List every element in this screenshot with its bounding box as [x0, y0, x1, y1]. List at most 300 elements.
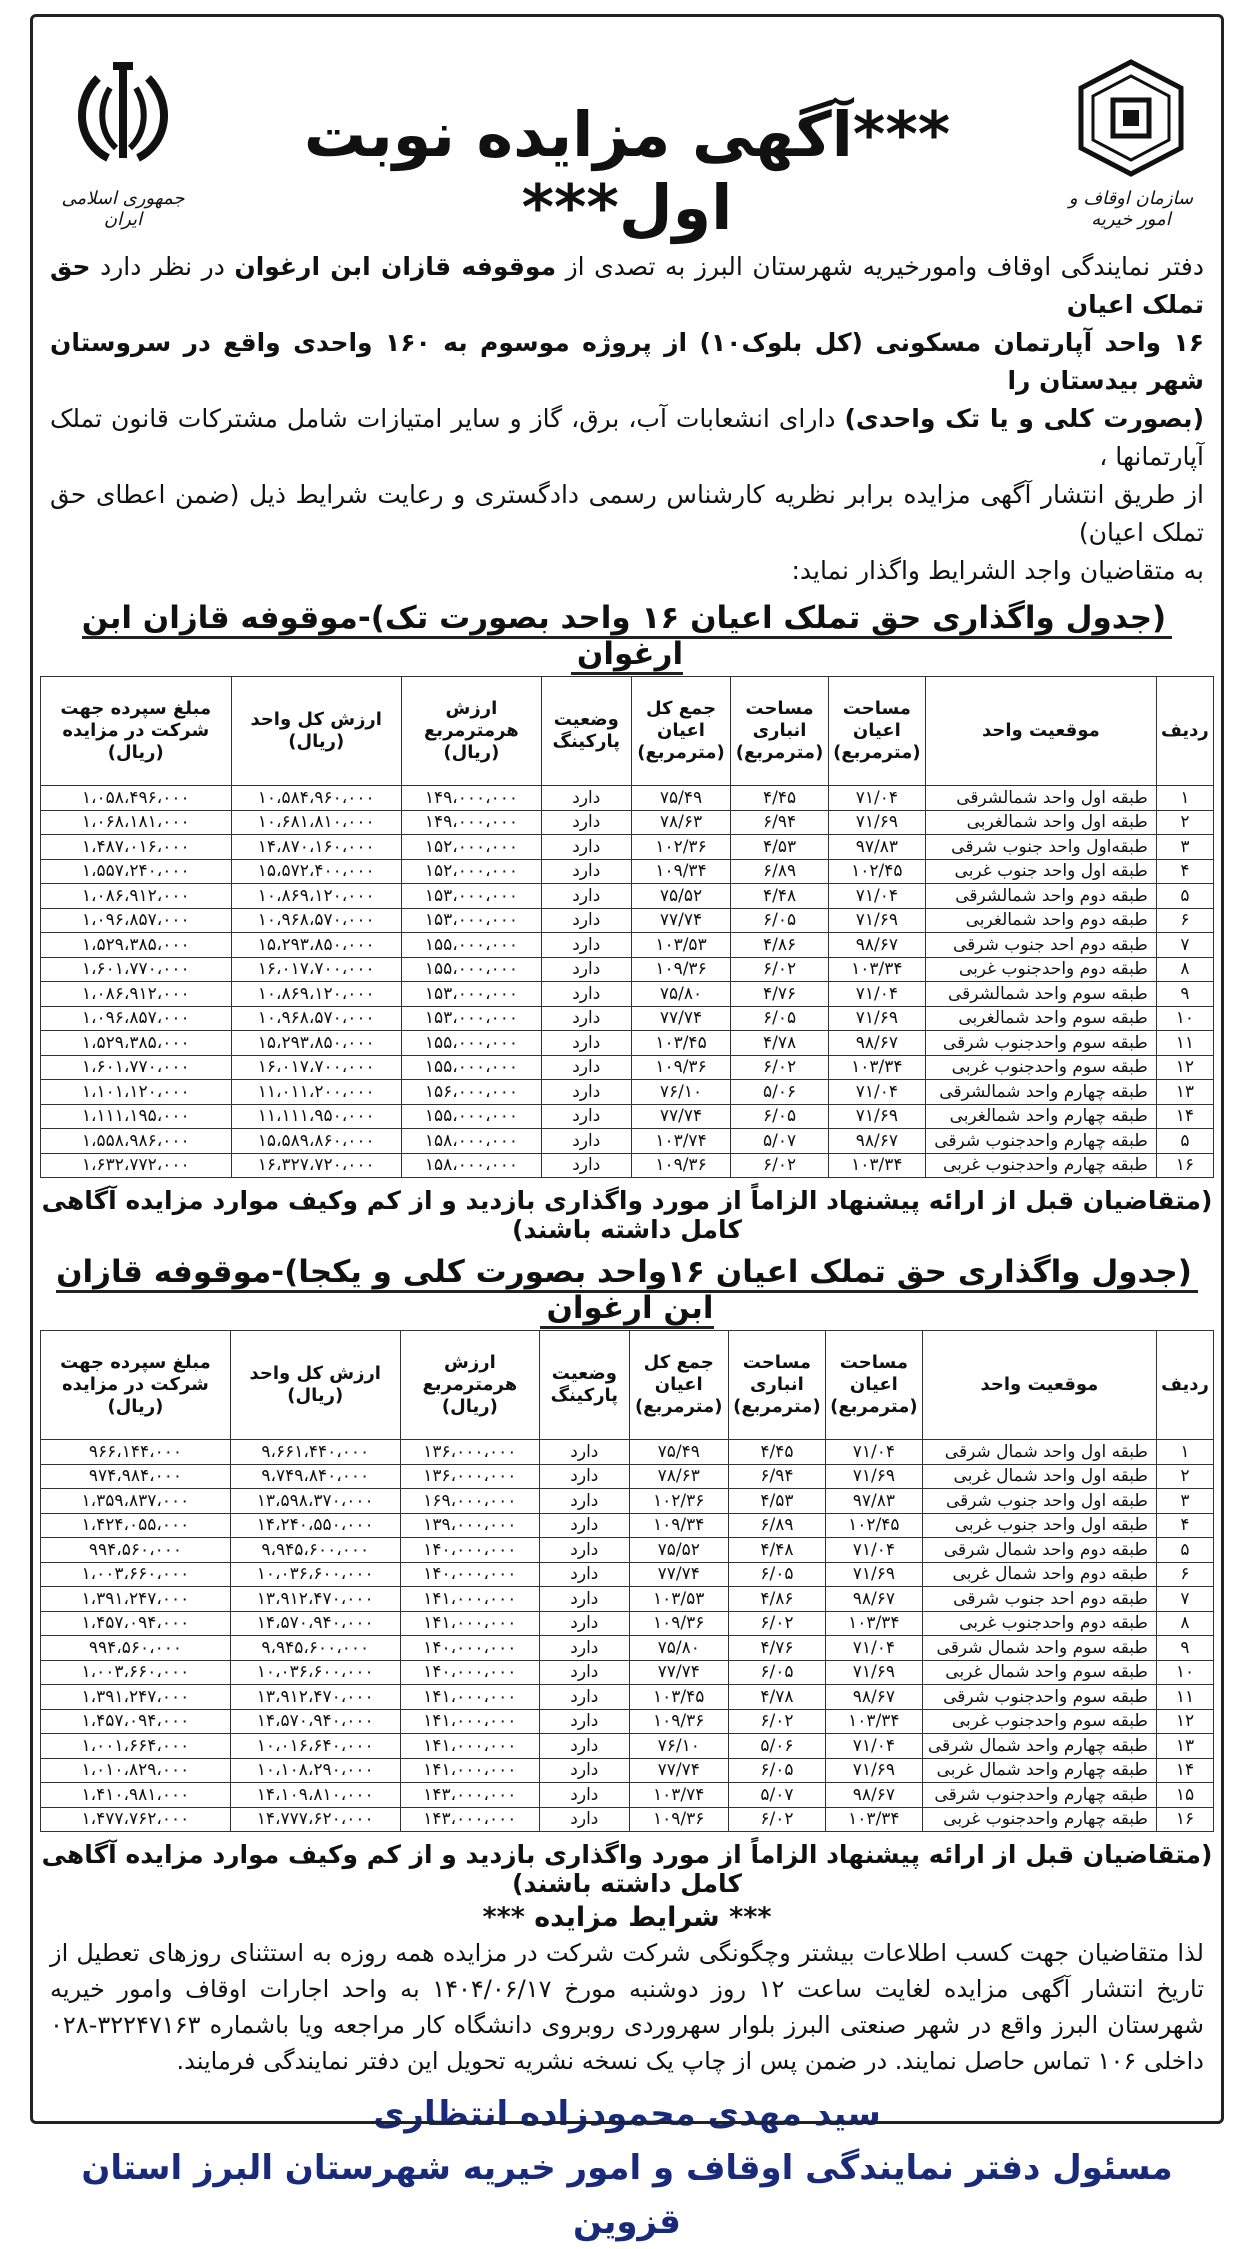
table-cell: ۴: [1156, 1513, 1213, 1538]
table-cell: ۱۶،۰۱۷،۷۰۰،۰۰۰: [231, 957, 401, 982]
table-cell: ۱،۰۰۳،۶۶۰،۰۰۰: [41, 1660, 231, 1685]
table-cell: ۷۱/۶۹: [828, 908, 925, 933]
table-cell: ۱۰: [1156, 1660, 1213, 1685]
column-header: مساحت انباری (مترمربع): [728, 1331, 825, 1440]
table-cell: ۱،۵۲۹،۳۸۵،۰۰۰: [41, 1031, 232, 1056]
table-row: [41, 1758, 1214, 1783]
table-cell: دارد: [541, 1006, 631, 1031]
table-cell: ۳: [1156, 835, 1213, 860]
column-header: موقعیت واحد: [922, 1331, 1156, 1440]
table-cell: ۶/۰۲: [728, 1807, 825, 1832]
table-cell: طبقه دوم واحد شمال شرقی: [922, 1538, 1156, 1563]
table-cell: ۹۷۴،۹۸۴،۰۰۰: [41, 1464, 231, 1489]
table-cell: ۶/۰۵: [728, 1660, 825, 1685]
notice-note-2: (متقاضیان قبل از ارائه پیشنهاد الزاماً از مورد واگذاری بازدید و از کم وکیف موارد مزایده آگاهی کامل داشته باشند): [41, 1840, 1213, 1898]
table-cell: ۷۱/۰۴: [828, 884, 925, 909]
table-cell: ۷۱/۶۹: [828, 1104, 925, 1129]
table-cell: ۹۸/۶۷: [825, 1783, 922, 1808]
table-cell: ۱۵،۲۹۳،۸۵۰،۰۰۰: [231, 933, 401, 958]
conditions-title: *** شرایط مزایده ***: [482, 1902, 772, 1933]
table-cell: ۹۸/۶۷: [828, 933, 925, 958]
table-cell: ۱۴: [1156, 1104, 1213, 1129]
table-cell: دارد: [541, 859, 631, 884]
table-cell: ۱۳۶،۰۰۰،۰۰۰: [400, 1440, 540, 1465]
table-cell: ۷۱/۶۹: [825, 1660, 922, 1685]
table-row: [41, 1685, 1214, 1710]
table-cell: ۹،۹۴۵،۶۰۰،۰۰۰: [230, 1636, 400, 1661]
table-cell: ۴/۸۶: [728, 1587, 825, 1612]
table-cell: ۱۳: [1156, 1734, 1213, 1759]
table-cell: ۱۵: [1156, 1783, 1213, 1808]
table-cell: ۹: [1156, 982, 1213, 1007]
table-cell: ۱۵۵،۰۰۰،۰۰۰: [401, 933, 541, 958]
table-cell: ۱۰۲/۳۶: [629, 1489, 728, 1514]
table-cell: ۶/۸۹: [728, 1513, 825, 1538]
table-row: [41, 835, 1214, 860]
table-cell: ۴/۷۸: [731, 1031, 828, 1056]
table-cell: دارد: [540, 1489, 629, 1514]
signatory-name: سید مهدی محمودزاده انتظاری: [373, 2094, 881, 2134]
table-cell: ۶/۰۵: [728, 1562, 825, 1587]
table-cell: ۷۱/۰۴: [825, 1440, 922, 1465]
table-cell: ۱۵۸،۰۰۰،۰۰۰: [401, 1153, 541, 1178]
table-row: [41, 1783, 1214, 1808]
table-cell: ۱۰۳/۴۵: [629, 1685, 728, 1710]
table-cell: ۱،۶۰۱،۷۷۰،۰۰۰: [41, 1055, 232, 1080]
table-cell: ۱۰۳/۵۳: [631, 933, 731, 958]
table-row: [41, 1104, 1214, 1129]
table-cell: ۱،۳۹۱،۲۴۷،۰۰۰: [41, 1587, 231, 1612]
table-cell: ۷۸/۶۳: [631, 810, 731, 835]
table-cell: طبقه اول واحد شمالشرقی: [925, 786, 1156, 811]
table-cell: ۱۵،۵۸۹،۸۶۰،۰۰۰: [231, 1129, 401, 1154]
table-cell: طبقه دوم احد جنوب شرقی: [922, 1587, 1156, 1612]
table-cell: ۶/۹۴: [731, 810, 828, 835]
column-header: مبلغ سپرده جهت شرکت در مزایده (ریال): [41, 1331, 231, 1440]
table-cell: طبقه دوم واحد شمالغربی: [925, 908, 1156, 933]
table-cell: ۱۴۱،۰۰۰،۰۰۰: [400, 1685, 540, 1710]
table-cell: طبقه سوم واحد شمالغربی: [925, 1006, 1156, 1031]
table-row: [41, 1513, 1214, 1538]
table-cell: ۱،۰۰۳،۶۶۰،۰۰۰: [41, 1562, 231, 1587]
table-cell: ۹۸/۶۷: [828, 1031, 925, 1056]
table-cell: ۱۳،۹۱۲،۴۷۰،۰۰۰: [230, 1587, 400, 1612]
table-cell: ۱،۰۹۶،۸۵۷،۰۰۰: [41, 908, 232, 933]
table-cell: ۱،۰۰۱،۶۶۴،۰۰۰: [41, 1734, 231, 1759]
table-cell: ۱۵۵،۰۰۰،۰۰۰: [401, 957, 541, 982]
table-cell: ۱۴۰،۰۰۰،۰۰۰: [400, 1562, 540, 1587]
table-cell: ۱۴۹،۰۰۰،۰۰۰: [401, 810, 541, 835]
table-cell: ۱،۰۸۶،۹۱۲،۰۰۰: [41, 884, 232, 909]
table-cell: دارد: [541, 1031, 631, 1056]
table-cell: ۳: [1156, 1489, 1213, 1514]
table-cell: ۴/۷۶: [728, 1636, 825, 1661]
table-cell: ۱،۶۰۱،۷۷۰،۰۰۰: [41, 957, 232, 982]
table-cell: ۱،۴۱۰،۹۸۱،۰۰۰: [41, 1783, 231, 1808]
table-cell: ۱،۵۵۸،۹۸۶،۰۰۰: [41, 1129, 232, 1154]
table-cell: ۱۱،۰۱۱،۲۰۰،۰۰۰: [231, 1080, 401, 1105]
table-cell: ۹۶۶،۱۴۴،۰۰۰: [41, 1440, 231, 1465]
table-row: [41, 1660, 1214, 1685]
table-cell: طبقه سوم واحدجنوب شرقی: [925, 1031, 1156, 1056]
table-cell: ۶: [1156, 1562, 1213, 1587]
table-cell: ۷۵/۵۲: [629, 1538, 728, 1563]
table-cell: ۱۰۳/۳۴: [828, 1153, 925, 1178]
table-row: [41, 884, 1214, 909]
table-row: [41, 1562, 1214, 1587]
table-cell: ۱۰۳/۳۴: [828, 957, 925, 982]
table2-body: [41, 1440, 1214, 1832]
table-cell: دارد: [541, 884, 631, 909]
table-cell: دارد: [541, 1104, 631, 1129]
table-cell: ۷۷/۷۴: [631, 908, 731, 933]
table-cell: ۶: [1156, 908, 1213, 933]
table-cell: ۹۷/۸۳: [825, 1489, 922, 1514]
table-cell: ۶/۰۲: [728, 1709, 825, 1734]
table-cell: ۱۴۳،۰۰۰،۰۰۰: [400, 1807, 540, 1832]
table-cell: ۴/۴۵: [731, 786, 828, 811]
table-cell: ۱۵۵،۰۰۰،۰۰۰: [401, 1055, 541, 1080]
table-cell: دارد: [540, 1758, 629, 1783]
table-cell: ۱،۴۸۷،۰۱۶،۰۰۰: [41, 835, 232, 860]
table-cell: ۱۰،۱۰۸،۲۹۰،۰۰۰: [230, 1758, 400, 1783]
column-header: مساحت انباری (مترمربع): [731, 677, 828, 786]
table-cell: دارد: [540, 1611, 629, 1636]
column-header: مبلغ سپرده جهت شرکت در مزایده (ریال): [41, 677, 232, 786]
column-header: وضعیت پارکینگ: [541, 677, 631, 786]
table-cell: ۱۴۰،۰۰۰،۰۰۰: [400, 1660, 540, 1685]
signature: [40, 2087, 1214, 2249]
table-cell: ۱۴،۵۷۰،۹۴۰،۰۰۰: [230, 1709, 400, 1734]
table-cell: دارد: [541, 933, 631, 958]
table-cell: طبقه چهارم واحد شمالغربی: [925, 1104, 1156, 1129]
table-cell: ۷۵/۴۹: [629, 1440, 728, 1465]
table-cell: ۹۹۴،۵۶۰،۰۰۰: [41, 1538, 231, 1563]
table-cell: ۶/۰۲: [731, 1055, 828, 1080]
table-cell: ۹: [1156, 1636, 1213, 1661]
table-row: [41, 1006, 1214, 1031]
table2-title: (جدول واگذاری حق تملک اعیان ۱۶واحد بصورت کلی و یکجا)-موقوفه قازان ابن ارغوان: [40, 1254, 1214, 1326]
signatory-position: مسئول دفتر نمایندگی اوقاف و امور خیریه شهرستان البرز استان قزوین: [81, 2148, 1173, 2242]
table-cell: ۱،۵۲۹،۳۸۵،۰۰۰: [41, 933, 232, 958]
table-cell: طبقه چهارم واحدجنوب شرقی: [922, 1783, 1156, 1808]
table-cell: ۱۴۳،۰۰۰،۰۰۰: [400, 1783, 540, 1808]
table-cell: ۱۵۶،۰۰۰،۰۰۰: [401, 1080, 541, 1105]
table-cell: طبقه اول واحد شمال شرقی: [922, 1440, 1156, 1465]
table-cell: ۱۰۹/۳۶: [631, 957, 731, 982]
table-cell: ۷۷/۷۴: [629, 1660, 728, 1685]
table-cell: ۱۰۹/۳۶: [631, 1153, 731, 1178]
table-cell: دارد: [541, 982, 631, 1007]
table-cell: ۹۸/۶۷: [825, 1587, 922, 1612]
table-cell: ۴/۵۳: [728, 1489, 825, 1514]
column-header: ارزش هرمترمربع (ریال): [400, 1331, 540, 1440]
table-cell: دارد: [541, 786, 631, 811]
column-header: ارزش کل واحد (ریال): [231, 677, 401, 786]
table-row: [41, 1153, 1214, 1178]
table-cell: ۱۶،۰۱۷،۷۰۰،۰۰۰: [231, 1055, 401, 1080]
table-cell: ۴/۸۶: [731, 933, 828, 958]
table-cell: دارد: [540, 1513, 629, 1538]
table-cell: ۱۰،۰۳۶،۶۰۰،۰۰۰: [230, 1660, 400, 1685]
table-cell: دارد: [540, 1685, 629, 1710]
table-row: [41, 1129, 1214, 1154]
table-cell: ۶/۰۵: [731, 1104, 828, 1129]
column-header: ارزش کل واحد (ریال): [230, 1331, 400, 1440]
table-cell: طبقه سوم واحد شمالشرقی: [925, 982, 1156, 1007]
table-cell: ۴/۷۸: [728, 1685, 825, 1710]
table-cell: ۹،۶۶۱،۴۴۰،۰۰۰: [230, 1440, 400, 1465]
table-cell: ۱،۱۱۱،۱۹۵،۰۰۰: [41, 1104, 232, 1129]
table1: [40, 676, 1214, 1178]
table-cell: طبقه چهارم واحدجنوب شرقی: [925, 1129, 1156, 1154]
table-cell: طبقه اول واحد جنوب غربی: [925, 859, 1156, 884]
conditions-text: لذا متقاضیان جهت کسب اطلاعات بیشتر وچگونگی شرکت شرکت در مزایده همه روزه به استثنای روزهای تعطیل از تاریخ انتشار آگهی مزایده لغایت ساعت ۱۲ روز دوشنبه مورخ ۱۴۰۴/۰۶/۱۷ به واحد اجارات اوقاف وامور خیریه شهرستان البرز واقع در شهر صنعتی البرز بلوار سهروردی روبروی دانشگاه کار مراجعه ویا باشماره ۳۲۲۴۷۱۶۳-۰۲۸ داخلی ۱۰۶ تماس حاصل نمایند. در ضمن پس از چاپ یک نسخه نشریه تحویل این دفتر نمایندگی فرمایند.: [50, 1939, 1205, 2075]
table-cell: ۸: [1156, 1611, 1213, 1636]
intro-line-4: از طریق انتشار آگهی مزایده برابر نظریه کارشناس رسمی دادگستری و رعایت شرایط ذیل (ضمن اعطای حق تملک اعیان): [50, 480, 1204, 547]
table-cell: ۱۰،۸۶۹،۱۲۰،۰۰۰: [231, 884, 401, 909]
table-cell: ۷۱/۶۹: [828, 1006, 925, 1031]
table-cell: ۱،۶۳۲،۷۷۲،۰۰۰: [41, 1153, 232, 1178]
table-cell: ۵: [1156, 1538, 1213, 1563]
table-cell: ۱۳۶،۰۰۰،۰۰۰: [400, 1464, 540, 1489]
table-row: [41, 908, 1214, 933]
table-cell: ۱،۰۸۶،۹۱۲،۰۰۰: [41, 982, 232, 1007]
table-cell: ۱۰۳/۳۴: [825, 1611, 922, 1636]
table-cell: ۱۳،۹۱۲،۴۷۰،۰۰۰: [230, 1685, 400, 1710]
page-title: ***آگهی مزایده نوبت اول***: [303, 98, 951, 244]
table-cell: ۷: [1156, 1587, 1213, 1612]
column-header: مساحت اعیان (مترمربع): [825, 1331, 922, 1440]
table-row: [41, 1636, 1214, 1661]
table-cell: ۶/۰۵: [731, 908, 828, 933]
table-cell: ۱،۴۷۷،۷۶۲،۰۰۰: [41, 1807, 231, 1832]
table-cell: ۱۰۹/۳۴: [631, 859, 731, 884]
table-cell: ۱۰۳/۷۴: [629, 1783, 728, 1808]
table-cell: طبقه سوم واحدجنوب غربی: [922, 1709, 1156, 1734]
table-cell: ۷۱/۰۴: [825, 1734, 922, 1759]
table-row: [41, 1440, 1214, 1465]
table-cell: ۵/۰۶: [731, 1080, 828, 1105]
table-cell: ۸: [1156, 957, 1213, 982]
table-cell: طبقه سوم واحد شمال غربی: [922, 1660, 1156, 1685]
table-cell: ۷۵/۸۰: [631, 982, 731, 1007]
table-cell: ۱۳۹،۰۰۰،۰۰۰: [400, 1513, 540, 1538]
table-cell: ۱۳،۵۹۸،۳۷۰،۰۰۰: [230, 1489, 400, 1514]
table-cell: ۱۲: [1156, 1055, 1213, 1080]
table-cell: دارد: [541, 1153, 631, 1178]
table1-title: (جدول واگذاری حق تملک اعیان ۱۶ واحد بصورت تک)-موقوفه قازان ابن ارغوان: [40, 600, 1214, 672]
table-cell: ۷۷/۷۴: [629, 1758, 728, 1783]
table-row: [41, 786, 1214, 811]
table-cell: ۷۸/۶۳: [629, 1464, 728, 1489]
table1-body: [41, 786, 1214, 1178]
table-row: [41, 1807, 1214, 1832]
table-cell: دارد: [541, 1129, 631, 1154]
intro-line-3: (بصورت کلی و یا تک واحدی) دارای انشعابات آب، برق، گاز و سایر امتیازات شامل مشترکات قانون تملک آپارتمانها ،: [50, 404, 1204, 471]
table-row: [41, 1538, 1214, 1563]
table-cell: طبقه‌اول واحد جنوب شرقی: [925, 835, 1156, 860]
table-cell: ۱۴۱،۰۰۰،۰۰۰: [400, 1587, 540, 1612]
table-cell: ۱۰۳/۴۵: [631, 1031, 731, 1056]
table-row: [41, 1464, 1214, 1489]
table-row: [41, 933, 1214, 958]
column-header: ردیف: [1156, 1331, 1213, 1440]
table-cell: ۶/۰۵: [728, 1758, 825, 1783]
table-cell: ۶/۸۹: [731, 859, 828, 884]
table-cell: ۴: [1156, 859, 1213, 884]
table-cell: ۱۰،۰۳۶،۶۰۰،۰۰۰: [230, 1562, 400, 1587]
intro-text: [50, 248, 1204, 590]
table-cell: دارد: [540, 1734, 629, 1759]
table-cell: طبقه اول واحد جنوب شرقی: [922, 1489, 1156, 1514]
table-row: [41, 957, 1214, 982]
table-cell: ۱۱: [1156, 1685, 1213, 1710]
table-cell: طبقه چهارم واحد شمالشرقی: [925, 1080, 1156, 1105]
table-cell: ۱۰۹/۳۶: [629, 1709, 728, 1734]
table-cell: ۶/۹۴: [728, 1464, 825, 1489]
table-cell: ۱۰،۰۱۶،۶۴۰،۰۰۰: [230, 1734, 400, 1759]
table-cell: ۱،۴۵۷،۰۹۴،۰۰۰: [41, 1709, 231, 1734]
table-cell: ۱۱،۱۱۱،۹۵۰،۰۰۰: [231, 1104, 401, 1129]
table-cell: ۱۴۹،۰۰۰،۰۰۰: [401, 786, 541, 811]
table-cell: طبقه چهارم واحد شمال غربی: [922, 1758, 1156, 1783]
table-cell: ۵: [1156, 884, 1213, 909]
table-cell: طبقه دوم واحدجنوب غربی: [922, 1611, 1156, 1636]
table-cell: دارد: [541, 810, 631, 835]
table-cell: ۱۴: [1156, 1758, 1213, 1783]
table-cell: ۱۴،۵۷۰،۹۴۰،۰۰۰: [230, 1611, 400, 1636]
table-cell: ۶/۰۵: [731, 1006, 828, 1031]
column-header: ارزش هرمترمربع (ریال): [401, 677, 541, 786]
column-header: جمع کل اعیان (مترمربع): [631, 677, 731, 786]
table2-header-row: [41, 1331, 1214, 1440]
table-cell: ۷۱/۶۹: [825, 1464, 922, 1489]
table-row: [41, 1055, 1214, 1080]
table-cell: ۷۷/۷۴: [629, 1562, 728, 1587]
table-cell: ۹،۹۴۵،۶۰۰،۰۰۰: [230, 1538, 400, 1563]
column-header: وضعیت پارکینگ: [540, 1331, 629, 1440]
table-cell: ۱۰۹/۳۴: [629, 1513, 728, 1538]
table-cell: ۱،۱۰۱،۱۲۰،۰۰۰: [41, 1080, 232, 1105]
table-cell: ۷۵/۸۰: [629, 1636, 728, 1661]
table-cell: طبقه چهارم واحد شمال شرقی: [922, 1734, 1156, 1759]
table-cell: ۱۰،۹۶۸،۵۷۰،۰۰۰: [231, 1006, 401, 1031]
iran-caption: جمهوری اسلامی ایران: [61, 188, 185, 230]
table-cell: ۱۰۲/۳۶: [631, 835, 731, 860]
table-cell: ۱۴۱،۰۰۰،۰۰۰: [400, 1709, 540, 1734]
table-cell: ۱۵۵،۰۰۰،۰۰۰: [401, 1104, 541, 1129]
notice-note-1: (متقاضیان قبل از ارائه پیشنهاد الزاماً از مورد واگذاری بازدید و از کم وکیف موارد مزایده آگاهی کامل داشته باشند): [41, 1186, 1213, 1244]
table-cell: ۶/۰۲: [728, 1611, 825, 1636]
table-cell: ۱۴۱،۰۰۰،۰۰۰: [400, 1611, 540, 1636]
header: [40, 18, 1214, 248]
table-cell: ۷۷/۷۴: [631, 1006, 731, 1031]
table-cell: ۱۰۹/۳۶: [629, 1807, 728, 1832]
table-cell: ۵/۰۷: [728, 1783, 825, 1808]
table-cell: طبقه چهارم واحدجنوب غربی: [922, 1807, 1156, 1832]
table-cell: ۱۶،۳۲۷،۷۲۰،۰۰۰: [231, 1153, 401, 1178]
table-cell: ۱۵،۵۷۲،۴۰۰،۰۰۰: [231, 859, 401, 884]
table-cell: ۱۴،۷۷۷،۶۲۰،۰۰۰: [230, 1807, 400, 1832]
table-cell: دارد: [540, 1440, 629, 1465]
table-cell: ۱۴،۲۴۰،۵۵۰،۰۰۰: [230, 1513, 400, 1538]
table-cell: ۱۶: [1156, 1807, 1213, 1832]
column-header: جمع کل اعیان (مترمربع): [629, 1331, 728, 1440]
table-cell: طبقه سوم واحد شمال شرقی: [922, 1636, 1156, 1661]
table-cell: ۱۵،۲۹۳،۸۵۰،۰۰۰: [231, 1031, 401, 1056]
table-cell: ۱۰۹/۳۶: [631, 1055, 731, 1080]
table-cell: ۴/۷۶: [731, 982, 828, 1007]
table-row: [41, 1734, 1214, 1759]
table-cell: ۱۵۳،۰۰۰،۰۰۰: [401, 908, 541, 933]
table-cell: ۱۵۲،۰۰۰،۰۰۰: [401, 835, 541, 860]
table-cell: ۶/۰۲: [731, 1153, 828, 1178]
table-cell: ۱۵۳،۰۰۰،۰۰۰: [401, 884, 541, 909]
table-cell: ۱۶: [1156, 1153, 1213, 1178]
table-cell: ۱: [1156, 786, 1213, 811]
table-cell: ۱۰،۸۶۹،۱۲۰،۰۰۰: [231, 982, 401, 1007]
table-cell: ۱۵۸،۰۰۰،۰۰۰: [401, 1129, 541, 1154]
table-cell: طبقه اول واحد جنوب غربی: [922, 1513, 1156, 1538]
table-cell: ۴/۴۸: [728, 1538, 825, 1563]
table-row: [41, 982, 1214, 1007]
table-cell: ۷۶/۱۰: [629, 1734, 728, 1759]
table-cell: طبقه اول واحد شمال غربی: [922, 1464, 1156, 1489]
table-cell: دارد: [540, 1562, 629, 1587]
table-cell: طبقه اول واحد شمالغربی: [925, 810, 1156, 835]
table-cell: طبقه دوم واحدجنوب غربی: [925, 957, 1156, 982]
table-cell: ۱،۳۵۹،۸۳۷،۰۰۰: [41, 1489, 231, 1514]
table-cell: ۹۸/۶۷: [828, 1129, 925, 1154]
table-row: [41, 1080, 1214, 1105]
table-cell: ۱۴۰،۰۰۰،۰۰۰: [400, 1538, 540, 1563]
table-cell: ۵/۰۷: [731, 1129, 828, 1154]
table-cell: ۴/۵۳: [731, 835, 828, 860]
table-cell: ۱،۴۵۷،۰۹۴،۰۰۰: [41, 1611, 231, 1636]
table-cell: ۷۶/۱۰: [631, 1080, 731, 1105]
table-cell: ۵: [1156, 1129, 1213, 1154]
table-cell: طبقه سوم واحدجنوب شرقی: [922, 1685, 1156, 1710]
table-cell: ۴/۴۵: [728, 1440, 825, 1465]
column-header: ردیف: [1156, 677, 1213, 786]
iran-emblem: [48, 58, 198, 230]
table-cell: ۱،۰۱۰،۸۲۹،۰۰۰: [41, 1758, 231, 1783]
table-cell: ۷: [1156, 933, 1213, 958]
table-cell: دارد: [540, 1538, 629, 1563]
table1-header-row: [41, 677, 1214, 786]
table-cell: دارد: [541, 1080, 631, 1105]
table-cell: طبقه دوم واحد شمال غربی: [922, 1562, 1156, 1587]
table-cell: ۱،۰۵۸،۴۹۶،۰۰۰: [41, 786, 232, 811]
table-cell: ۱۴۰،۰۰۰،۰۰۰: [400, 1636, 540, 1661]
intro-line-5: به متقاضیان واجد الشرایط واگذار نماید:: [791, 556, 1204, 585]
table-cell: ۷۱/۶۹: [825, 1758, 922, 1783]
table-cell: ۱۴،۸۷۰،۱۶۰،۰۰۰: [231, 835, 401, 860]
table-cell: دارد: [540, 1464, 629, 1489]
table-cell: ۹۷/۸۳: [828, 835, 925, 860]
table-cell: ۷۵/۴۹: [631, 786, 731, 811]
table-cell: ۱،۴۲۴،۰۵۵،۰۰۰: [41, 1513, 231, 1538]
table-cell: ۱۰۳/۳۴: [825, 1709, 922, 1734]
table-cell: ۱۵۵،۰۰۰،۰۰۰: [401, 1031, 541, 1056]
table-cell: ۲: [1156, 810, 1213, 835]
table-cell: طبقه سوم واحدجنوب غربی: [925, 1055, 1156, 1080]
table-cell: دارد: [541, 957, 631, 982]
table-cell: ۱۳: [1156, 1080, 1213, 1105]
table-cell: ۷۵/۵۲: [631, 884, 731, 909]
table-cell: ۱۵۳،۰۰۰،۰۰۰: [401, 1006, 541, 1031]
